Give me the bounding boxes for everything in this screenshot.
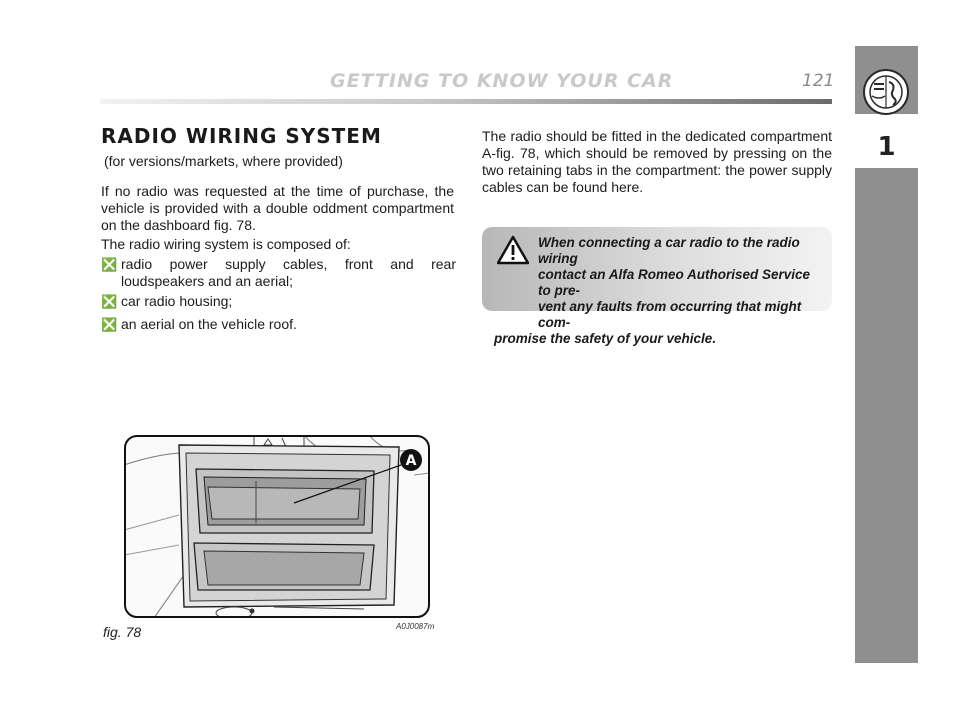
list-item-text: car radio housing; (121, 293, 233, 309)
figure-caption: fig. 78 (103, 624, 142, 640)
chapter-number: 1 (877, 132, 896, 162)
section-subtitle: (for versions/markets, where provided) (104, 153, 343, 169)
fitting-paragraph: The radio should be fitted in the dedicated compartment A-fig. 78, which should be removed by pressing on the two retaining tabs in the compartment: the power supply cables can be found here. (482, 128, 832, 195)
bullet-icon: ❎ (101, 294, 118, 309)
page-number: 121 (802, 71, 835, 91)
running-header-title: GETTING TO KNOW YOUR CAR (330, 70, 674, 92)
figure-code: A0J0087m (396, 622, 435, 631)
warning-line: When connecting a car radio to the radio wiring (538, 235, 800, 266)
header-rule (100, 99, 832, 104)
intro-paragraph: If no radio was requested at the time of purchase, the vehicle is provided with a double oddment compartment on the dashboard fig. 78. (101, 183, 454, 233)
list-intro: The radio wiring system is composed of: (101, 236, 351, 252)
warning-line: promise the safety of your vehicle. (494, 331, 717, 346)
section-heading: RADIO WIRING SYSTEM (101, 124, 382, 148)
bullet-icon: ❎ (101, 257, 118, 272)
alfa-romeo-logo-icon (862, 68, 910, 116)
callout-label: A (405, 453, 417, 469)
list-item-text: radio power supply cables, front and rear loudspeakers and an aerial; (121, 256, 456, 289)
warning-text (494, 235, 826, 347)
list-item (101, 316, 456, 333)
list-item (101, 256, 456, 290)
warning-line: vent any faults from occurring that might com- (538, 299, 802, 330)
warning-line: contact an Alfa Romeo Authorised Service to pre- (538, 267, 811, 298)
dashboard-compartment-illustration (124, 435, 430, 618)
list-item (101, 293, 456, 310)
bullet-icon: ❎ (101, 317, 118, 332)
list-item-text: an aerial on the vehicle roof. (121, 316, 297, 332)
